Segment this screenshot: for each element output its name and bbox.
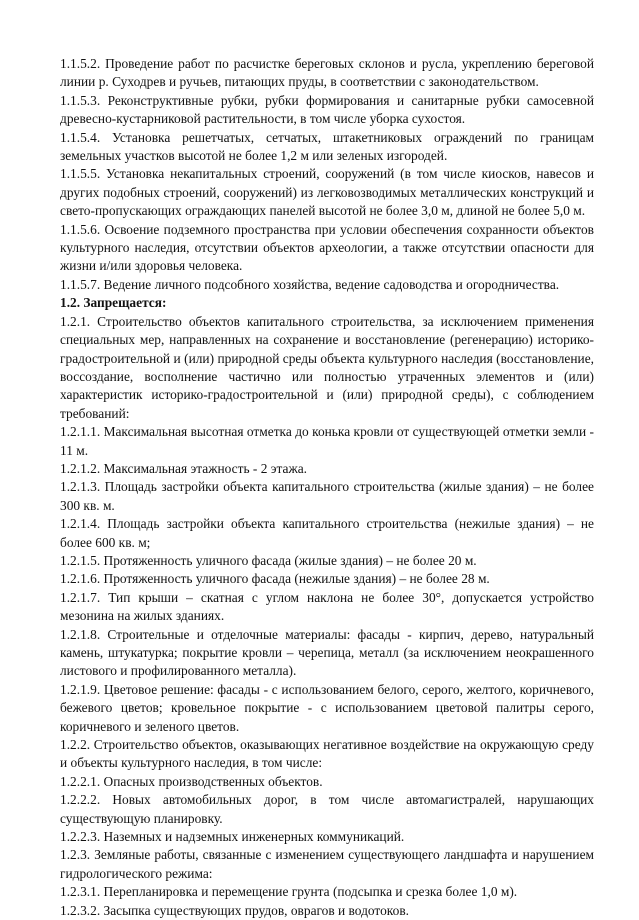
document-page [60,55,594,920]
paragraph-1-2-2: 1.2.2. Строительство объектов, оказывающих негативное воздействие на окружающую среду и объекты культурного наследия, в том числе: [60,737,594,771]
paragraph-1-2-1-1: 1.2.1.1. Максимальная высотная отметка до конька кровли от существующей отметки земли - 11 м. [60,424,594,458]
paragraph-1-2-1-6: 1.2.1.6. Протяженность уличного фасада (нежилые здания) – не более 28 м. [60,571,490,587]
paragraph-1-2-3-2: 1.2.3.2. Засыпка существующих прудов, оврагов и водотоков. [60,902,409,918]
paragraph-1-2-1-3: 1.2.1.3. Площадь застройки объекта капитального строительства (жилые здания) – не более 300 кв. м. [60,479,594,513]
paragraph-1-2-2-1: 1.2.2.1. Опасных производственных объектов. [60,773,323,789]
paragraph-1-2-2-2: 1.2.2.2. Новых автомобильных дорог, в том числе автомагистралей, нарушающих существующую планировку. [60,792,594,826]
section-heading-1-2: 1.2. Запрещается: [60,295,167,311]
paragraph-1-2-1-8: 1.2.1.8. Строительные и отделочные материалы: фасады - кирпич, дерево, натуральный камень, штукатурка; покрытие кровли – черепица, металл (за исключением неокрашенного листового и профилированного металла). [60,626,594,679]
paragraph-1-2-1-2: 1.2.1.2. Максимальная этажность - 2 этажа. [60,460,308,476]
paragraph-1-2-2-3: 1.2.2.3. Наземных и надземных инженерных коммуникаций. [60,829,405,845]
paragraph-1-2-1-5: 1.2.1.5. Протяженность уличного фасада (жилые здания) – не более 20 м. [60,552,477,568]
paragraph-1-2-3-1: 1.2.3.1. Перепланировка и перемещение грунта (подсыпка и срезка более 1,0 м). [60,884,518,900]
paragraph-1-2-1-4: 1.2.1.4. Площадь застройки объекта капитального строительства (нежилые здания) – не более 600 кв. м; [60,516,594,550]
paragraph-1-1-5-5: 1.1.5.5. Установка некапитальных строений, сооружений (в том числе киосков, навесов и других подобных строений, сооружений) из легковозводимых металлических конструкций и свето-пропускающих ограждающих панелей высотой не более 3,0 м, длиной не более 5,0 м. [60,166,594,219]
paragraph-1-1-5-2: 1.1.5.2. Проведение работ по расчистке береговых склонов и русла, укреплению береговой линии р. Суходрев и ручьев, питающих пруды, в соответствии с законодательством. [60,56,594,90]
paragraph-1-2-1-9: 1.2.1.9. Цветовое решение: фасады - с использованием белого, серого, желтого, коричневого, бежевого цветов; кровельное покрытие - с использованием цветовой палитры серого, коричневого и зеленого цветов. [60,681,594,734]
paragraph-1-2-3: 1.2.3. Земляные работы, связанные с изменением существующего ландшафта и нарушением гидрологического режима: [60,847,594,881]
paragraph-1-2-1-7: 1.2.1.7. Тип крыши – скатная с углом наклона не более 30°, допускается устройство мезонина на жилых зданиях. [60,589,594,624]
paragraph-1-1-5-7: 1.1.5.7. Ведение личного подсобного хозяйства, ведение садоводства и огородничества. [60,276,560,292]
paragraph-1-2-1: 1.2.1. Строительство объектов капитального строительства, за исключением применения специальных мер, направленных на сохранение и восстановление (регенерацию) историко-градостроительной и (или) природной среды объекта культурного наследия (восстановление, воссоздание, восполнение частично или полностью утраченных элементов и (или) характеристик историко-градостроительной и (или) природной среды), с соблюдением требований: [60,313,594,421]
paragraph-1-1-5-3: 1.1.5.3. Реконструктивные рубки, рубки формирования и санитарные рубки самосевной древесно-кустарниковой растительности, в том числе уборка сухостоя. [60,92,594,127]
paragraph-1-1-5-6: 1.1.5.6. Освоение подземного пространства при условии обеспечения сохранности объектов культурного наследия, отсутствии объектов археологии, а также отсутствии опасности для жизни и/или здоровья человека. [60,221,594,274]
paragraph-1-1-5-4: 1.1.5.4. Установка решетчатых, сетчатых, штакетниковых ограждений по границам земельных участков высотой не более 1,2 м или зеленых изгородей. [60,129,594,164]
